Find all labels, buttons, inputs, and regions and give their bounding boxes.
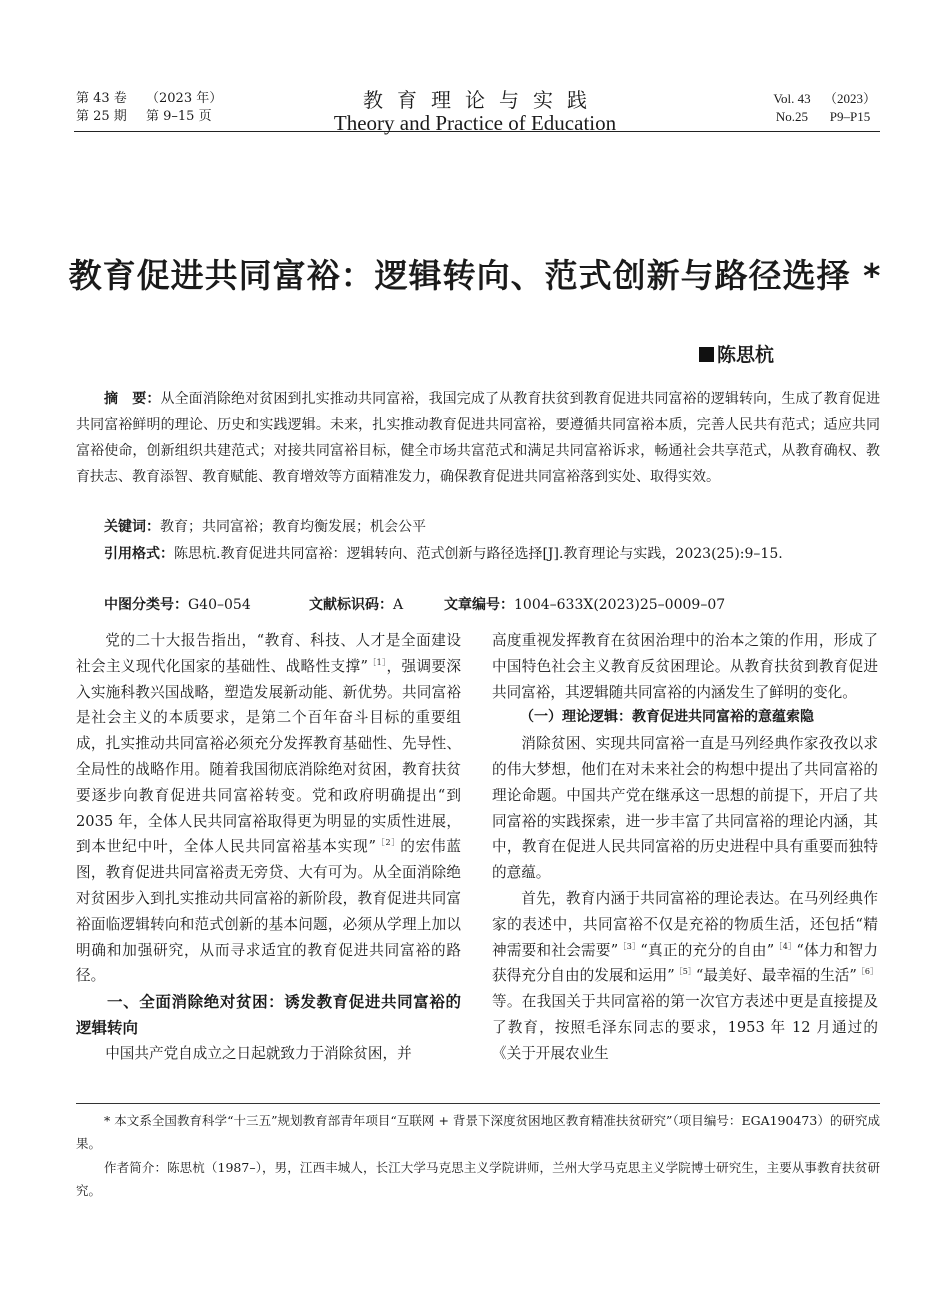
classification-line <box>104 595 725 615</box>
body-column-left <box>76 628 461 1067</box>
subsection-heading: （一）理论逻辑：教育促进共同富裕的意蕴索隐 <box>520 709 814 726</box>
year-en: （2023） <box>823 91 876 106</box>
paragraph: 高度重视发挥教育在贫困治理中的治本之策的作用，形成了中国特色社会主义教育反贫困理论。从教育扶贫到教育促进共同富裕，其逻辑随共同富裕的内涵发生了鲜明的变化。 <box>492 632 878 701</box>
citation-text: 陈思杭.教育促进共同富裕：逻辑转向、范式创新与路径选择[J].教育理论与实践，2023(25):9–15. <box>174 546 783 562</box>
abstract <box>76 386 880 490</box>
volume: 第 43 卷 <box>76 91 127 106</box>
keywords-text: 教育；共同富裕；教育均衡发展；机会公平 <box>160 519 426 535</box>
paragraph: 党的二十大报告指出，“教育、科技、人才是全面建设社会主义现代化国家的基础性、战略性支撑”$^{[1]}$，强调要深入实施科教兴国战略，塑造发展新动能、新优势。共同富裕是社会主义的本质要求，是第二个百年奋斗目标的重要组成，扎实推动共同富裕必须充分发挥教育基础性、先导性、全局性的战略作用。随着我国彻底消除绝对贫困，教育扶贫要逐步向教育促进共同富裕转变。党和政府明确提出“到 2035 年，全体人民共同富裕取得更为明显的实质性进展，到本世纪中叶，全体人民共同富裕基本实现”$^{[2]}$的宏伟蓝图，教育促进共同富裕责无旁贷、大有可为。从全面消除绝对贫困步入到扎实推动共同富裕的新阶段，教育促进共同富裕面临逻辑转向和范式创新的基本问题，必须从学理上加以明确和加强研究，从而寻求适宜的教育促进共同富裕的路径。 <box>76 632 461 985</box>
reference-marker[interactable]: ［3］ <box>618 941 641 951</box>
footnote-rule <box>76 1103 880 1104</box>
issue: 第 25 期 <box>76 109 127 124</box>
year: （2023 年） <box>146 91 223 106</box>
header-right <box>762 90 878 126</box>
reference-marker[interactable]: ［1］ <box>367 657 387 667</box>
clc-label: 中图分类号： <box>104 597 188 613</box>
footnote-author-bio: 作者简介：陈思杭（1987–），男，江西丰城人，长江大学马克思主义学院讲师，兰州大学马克思主义学院博士研究生，主要从事教育扶贫研究。 <box>76 1160 880 1198</box>
keywords <box>104 514 880 540</box>
citation-label: 引用格式： <box>104 546 174 562</box>
pages: 第 9–15 页 <box>146 109 212 124</box>
doc-code-label: 文献标识码： <box>309 597 393 613</box>
author-name: 陈思杭 <box>716 344 774 366</box>
reference-marker[interactable]: ［2］ <box>375 838 401 848</box>
volume-en: Vol. 43 <box>773 91 811 106</box>
author-line <box>699 340 774 367</box>
journal-title-cn: 教育理论与实践 <box>363 88 601 112</box>
section-heading: 一、全面消除绝对贫困：诱发教育促进共同富裕的逻辑转向 <box>76 993 461 1038</box>
reference-marker[interactable]: ［6］ <box>856 967 878 977</box>
doc-code-value: A <box>393 597 404 613</box>
paragraph: 首先，教育内涵于共同富裕的理论表达。在马列经典作家的表述中，共同富裕不仅是充裕的物质生活，还包括“精神需要和社会需要”$^{[3]}$“真正的充分的自由”$^{[4]}$“体力和智力获得充分自由的发展和运用”$^{[5]}$“最美好、最幸福的生活”$^{[6]}$等。在我国关于共同富裕的第一次官方表述中更是直接提及了教育，按照毛泽东同志的要求，1953 年 12 月通过的《关于开展农业生 <box>492 889 878 1062</box>
body-column-right <box>492 628 878 1067</box>
header-left <box>76 90 222 126</box>
header-rule <box>74 131 880 132</box>
abstract-label: 摘 要： <box>104 391 161 407</box>
clc-value: G40–054 <box>188 597 251 613</box>
paragraph: 中国共产党自成立之日起就致力于消除贫困，并 <box>105 1045 412 1063</box>
abstract-text: 从全面消除绝对贫困到扎实推动共同富裕，我国完成了从教育扶贫到教育促进共同富裕的逻辑转向，生成了教育促进共同富裕鲜明的理论、历史和实践逻辑。未来，扎实推动教育促进共同富裕，要遵循共同富裕本质，完善人民共有范式；适应共同富裕使命，创新组织共建范式；对接共同富裕目标，健全市场共富范式和满足共同富裕诉求，畅通社会共享范式，从教育确权、教育扶志、教育添智、教育赋能、教育增效等方面精准发力，确保教育促进共同富裕落到实处、取得实效。 <box>76 391 881 485</box>
journal-masthead <box>300 88 650 134</box>
article-title: 教育促进共同富裕：逻辑转向、范式创新与路径选择 * <box>68 256 882 295</box>
pages-en: P9–P15 <box>829 109 871 124</box>
keywords-label: 关键词： <box>104 519 160 535</box>
article-number-label: 文章编号： <box>444 597 514 613</box>
article-number-value: 1004–633X(2023)25–0009–07 <box>514 597 726 613</box>
footnote-fund: * 本文系全国教育科学“十三五”规划教育部青年项目“互联网 + 背景下深度贫困地区教育精准扶贫研究”（项目编号：EGA190473）的研究成果。 <box>76 1113 880 1151</box>
citation <box>104 541 890 567</box>
square-bullet-icon <box>699 347 714 362</box>
journal-title-en: Theory and Practice of Education <box>333 111 617 135</box>
paragraph: 消除贫困、实现共同富裕一直是马列经典作家孜孜以求的伟大梦想，他们在对未来社会的构想中提出了共同富裕的理论命题。中国共产党在继承这一思想的前提下，开启了共同富裕的实践探索，进一步丰富了共同富裕的理论内涵，其中，教育在促进人民共同富裕的历史进程中具有重要而独特的意蕴。 <box>492 735 878 882</box>
issue-en: No.25 <box>775 109 809 124</box>
reference-marker[interactable]: ［5］ <box>674 967 696 977</box>
reference-marker[interactable]: ［4］ <box>774 941 797 951</box>
